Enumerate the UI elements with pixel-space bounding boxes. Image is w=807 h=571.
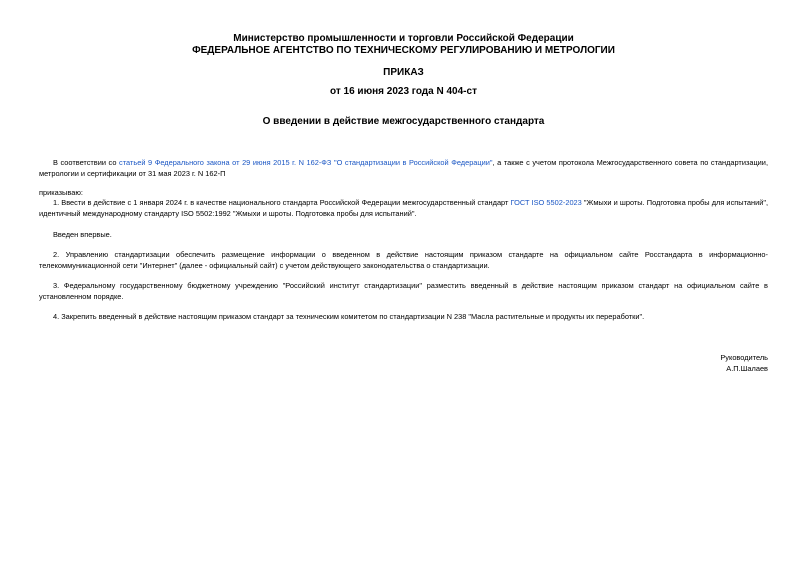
federal-law-link[interactable]: статьей 9 Федерального закона от 29 июня 2015 г. N 162-ФЗ "О стандартизации в Российской Федерации" xyxy=(119,158,493,167)
signature-name: А.П.Шалаев xyxy=(726,364,768,373)
order-item-2: 2. Управлению стандартизации обеспечить размещение информации о введенном в действие настоящим приказом стандарте на официальном сайте Росстандарта в информационно-телекоммуникационной сети "Интернет" (далее - официальный сайт) с учетом действующего законодательства о стандартизации. xyxy=(39,250,768,270)
order-item-3: 3. Федеральному государственному бюджетному учреждению "Российский институт стандартизации" разместить введенный в действие настоящим приказом стандарт на официальном сайте в установленном порядке. xyxy=(39,281,768,301)
preamble-text-before: В соответствии со xyxy=(53,158,120,167)
document-type: ПРИКАЗ xyxy=(383,67,424,78)
introduced-first-time: Введен впервые. xyxy=(53,230,112,239)
preamble-text-after: , а также с учетом протокола Межгосударственного совета по стандартизации, метрологии и сертификации от 31 мая 2023 г. N 162-П xyxy=(39,158,768,178)
signature-title: Руководитель xyxy=(720,353,768,362)
document-subject: О введении в действие межгосударственного стандарта xyxy=(262,116,545,127)
item1-text-after: "Жмыхи и шроты. Подготовка пробы для испытаний", идентичный международному стандарту ISO 5502:1992 "Жмыхи и шроты. Подготовка пробы для испытаний". xyxy=(39,198,769,218)
preamble-paragraph xyxy=(39,157,768,179)
order-word: приказываю: xyxy=(39,188,83,197)
order-item-4: 4. Закрепить введенный в действие настоящим приказом стандарт за техническим комитетом по стандартизации N 238 "Масла растительные и продукты их переработки". xyxy=(53,312,645,321)
agency-title: ФЕДЕРАЛЬНОЕ АГЕНТСТВО ПО ТЕХНИЧЕСКОМУ РЕГУЛИРОВАНИЮ И МЕТРОЛОГИИ xyxy=(192,45,615,56)
ministry-title: Министерство промышленности и торговли Российской Федерации xyxy=(233,33,574,44)
document-page xyxy=(39,0,768,571)
gost-standard-link[interactable]: ГОСТ ISO 5502-2023 xyxy=(510,198,582,207)
order-item-1 xyxy=(39,197,768,219)
item1-text-before: 1. Ввести в действие с 1 января 2024 г. в качестве национального стандарта Российской Федерации межгосударственный стандарт xyxy=(53,198,511,207)
document-date-number: от 16 июня 2023 года N 404-ст xyxy=(330,86,477,97)
